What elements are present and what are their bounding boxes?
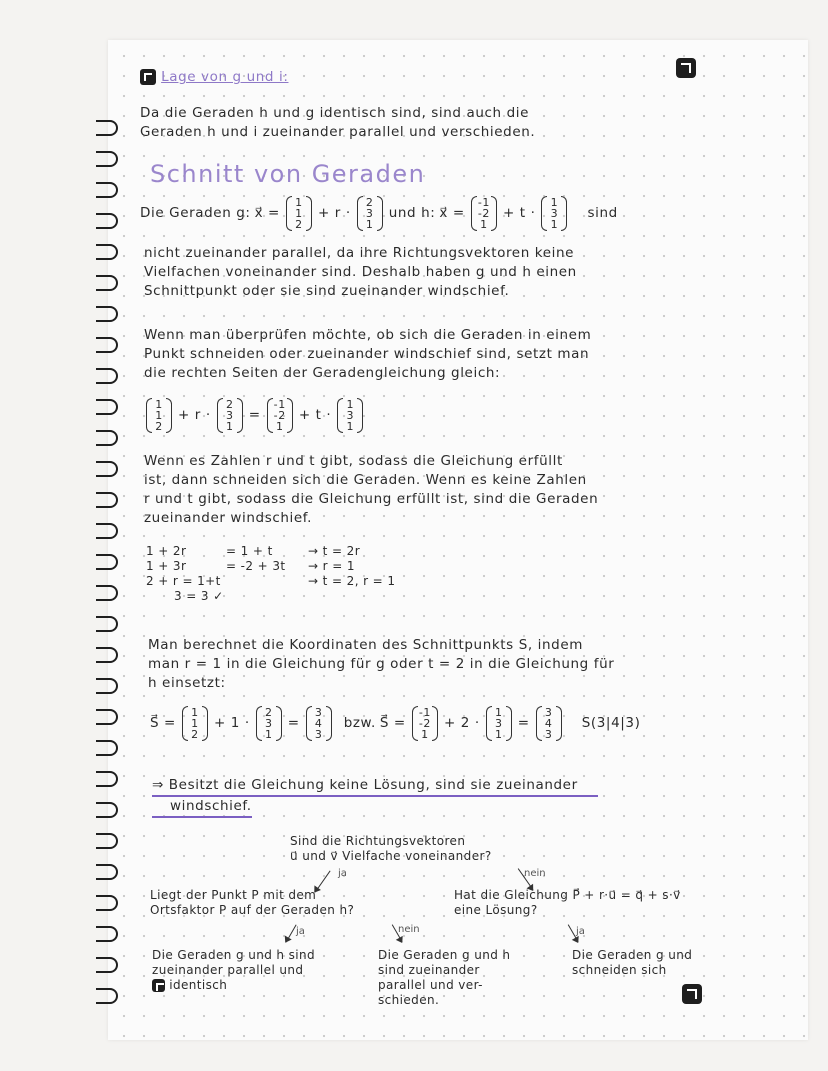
flow-label-nein: nein xyxy=(524,868,546,879)
g-support-vector: 1 1 2 xyxy=(286,196,312,231)
spiral-ring xyxy=(96,492,118,508)
spiral-ring xyxy=(96,244,118,260)
section-heading: Lage von g und i: xyxy=(161,69,289,85)
spiral-ring xyxy=(96,678,118,694)
g-direction-vector: 2 3 1 xyxy=(357,196,383,231)
spiral-ring xyxy=(96,213,118,229)
page-corner-icon xyxy=(676,58,696,78)
parallel-paragraph: nicht zueinander parallel, da ihre Richtungsvektoren keine Vielfachen voneinander sind. Deshalb haben g und h einen Schnittpunkt oder sie sind zueinander windschief. xyxy=(144,245,577,299)
page-corner-icon xyxy=(682,984,702,1004)
flow-result-parallel: Die Geraden g und h sind zueinander parallel und ver- schieden. xyxy=(378,948,511,1007)
spiral-ring xyxy=(96,895,118,911)
spiral-ring xyxy=(96,988,118,1004)
spiral-ring xyxy=(96,833,118,849)
flow-result-intersect: Die Geraden g und schneiden sich xyxy=(572,948,693,977)
equation-system: 1 + 2r = 1 + t → t = 2r 1 + 3r = -2 + 3t → r = 1 2 + r = 1+t → t = 2, r = 1 3 = 3 ✓ xyxy=(146,544,396,603)
section-header xyxy=(140,66,288,85)
flow-label-ja: ja xyxy=(296,926,305,937)
spiral-ring xyxy=(96,957,118,973)
flow-result-identical: Die Geraden g und h sind zueinander parallel und identisch xyxy=(152,948,316,992)
method-paragraph: Wenn man überprüfen möchte, ob sich die Geraden in einem Punkt schneiden oder zueinander windschief sind, setzt man die rechten Seiten der Geradengleichung gleich: xyxy=(144,327,592,381)
spiral-ring xyxy=(96,275,118,291)
spiral-ring xyxy=(96,554,118,570)
spiral-ring xyxy=(96,740,118,756)
intersection-paragraph: Man berechnet die Koordinaten des Schnittpunkts S, indem man r = 1 in die Gleichung für g oder t = 2 in die Gleichung für h einsetzt: xyxy=(148,637,615,691)
equality-equation: 1 1 2 + r · 2 3 1 = -1 -2 1 + t · 1 3 1 xyxy=(144,398,365,433)
spiral-ring xyxy=(96,926,118,942)
spiral-ring xyxy=(96,461,118,477)
flow-left-question: Liegt der Punkt P mit dem Ortsfaktor P auf der Geraden h? xyxy=(150,888,355,917)
spiral-ring xyxy=(96,709,118,725)
spiral-ring xyxy=(96,864,118,880)
spiral-ring xyxy=(96,430,118,446)
bookmark-icon xyxy=(140,69,156,85)
flow-right-question: Hat die Gleichung P⃗ + r·u⃗ = q⃗ + s·v⃗ eine Lösung? xyxy=(454,888,681,917)
intersection-point: S(3|4|3) xyxy=(581,715,641,731)
h-direction-vector: 1 3 1 xyxy=(541,196,567,231)
spiral-ring xyxy=(96,306,118,322)
intersection-calculation: S⃗ = 1 1 2 + 1 · 2 3 1 = 3 4 3 bzw. S⃗ = -1 -2 1 + 2 · 1 3 1 = 3 4 3 S(3|4|3) xyxy=(150,706,641,741)
spiral-ring xyxy=(96,182,118,198)
spiral-ring xyxy=(96,585,118,601)
spiral-ring xyxy=(96,802,118,818)
line-definitions: Die Geraden g: x⃗ = 1 1 2 + r · 2 3 1 und h: x⃗ = -1 -2 1 + t · 1 3 1 sind xyxy=(140,196,618,231)
spiral-ring xyxy=(96,120,118,136)
flow-label-ja: ja xyxy=(338,868,347,879)
flow-label-ja: ja xyxy=(576,926,585,937)
conclusion: ⇒ Besitzt die Gleichung keine Lösung, sind sie zueinander windschief. xyxy=(152,776,712,818)
spiral-ring xyxy=(96,523,118,539)
spiral-ring xyxy=(96,616,118,632)
flow-label-nein: nein xyxy=(398,924,420,935)
flow-top-question: Sind die Richtungsvektoren u⃗ und v⃗ Vielfache voneinander? xyxy=(290,834,492,863)
spiral-ring xyxy=(96,151,118,167)
spiral-ring xyxy=(96,368,118,384)
condition-paragraph: Wenn es Zahlen r und t gibt, sodass die Gleichung erfüllt ist, dann schneiden sich die Geraden. Wenn es keine Zahlen r und t gibt, sodass die Gleichung erfüllt ist, sind die Geraden zueinander windschief. xyxy=(144,453,599,526)
spiral-ring xyxy=(96,337,118,353)
page-title: Schnitt von Geraden xyxy=(150,160,426,188)
bookmark-icon xyxy=(152,979,165,992)
intro-paragraph: Da die Geraden h und g identisch sind, sind auch die Geraden h und i zueinander parallel und verschieden. xyxy=(140,105,536,140)
spiral-ring xyxy=(96,399,118,415)
h-support-vector: -1 -2 1 xyxy=(471,196,497,231)
spiral-ring xyxy=(96,771,118,787)
spiral-ring xyxy=(96,647,118,663)
